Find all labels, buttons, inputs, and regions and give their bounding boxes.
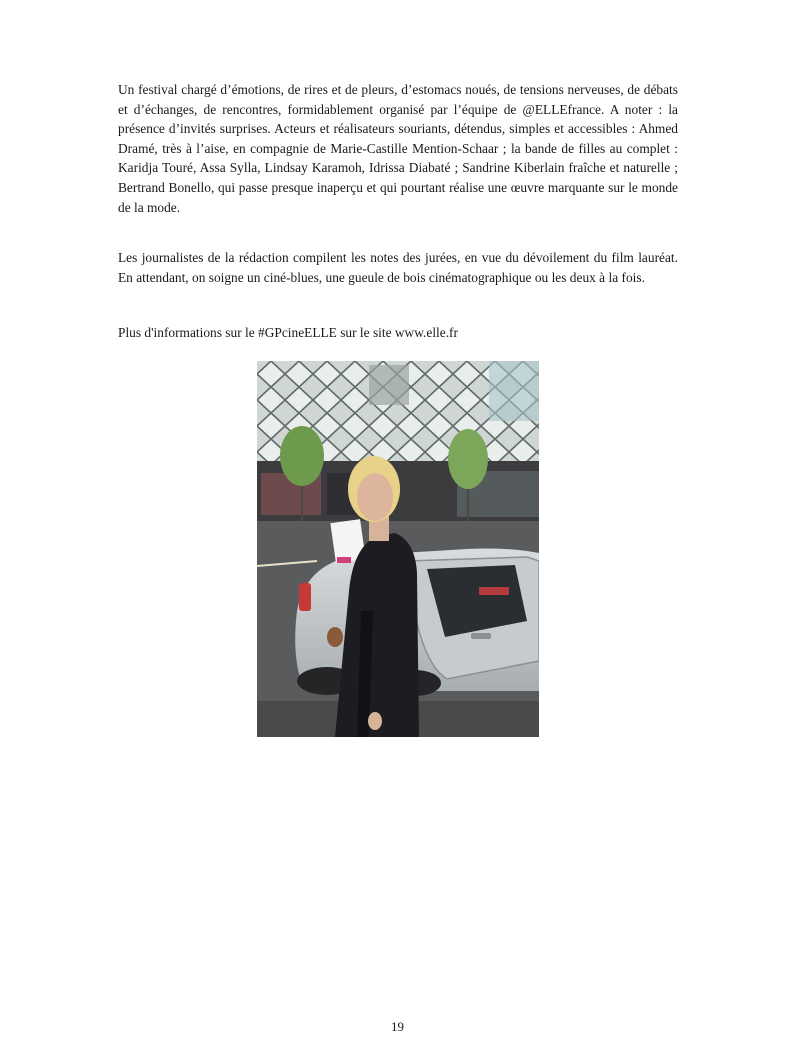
body-paragraph-festival: Un festival chargé d’émotions, de rires et de pleurs, d’estomacs noués, de tensions nerveuses, de débats et d’échanges, de rencontres, formidablement organisé par l’équipe de @ELLEfrance. A noter : la présence d’invités surprises. Acteurs et réalisateurs souriants, détendus, simples et accessibles : Ahmed Dramé, très à l’aise, en compagnie de Marie-Castille Mention-Schaar ; la bande de filles au complet : Karidja Touré, Assa Sylla, Lindsay Karamoh, Idrissa Diabaté ; Sandrine Kiberlain fraîche et naturelle ; Bertrand Bonello, qui passe presque inaperçu et qui pourtant réalise une œuvre marquante sur le monde de la mode. <box>118 82 678 215</box>
body-paragraph-journalistes: Les journalistes de la rédaction compilent les notes des jurées, en vue du dévoilement du film lauréat. En attendant, on soigne un ciné-blues, une gueule de bois cinématographique ou les deux à la fois. <box>118 250 678 285</box>
body-paragraph-informations: Plus d'informations sur le #GPcineELLE sur le site www.elle.fr <box>118 325 458 340</box>
page-number: 19 <box>391 1019 404 1034</box>
event-photo <box>257 361 539 737</box>
